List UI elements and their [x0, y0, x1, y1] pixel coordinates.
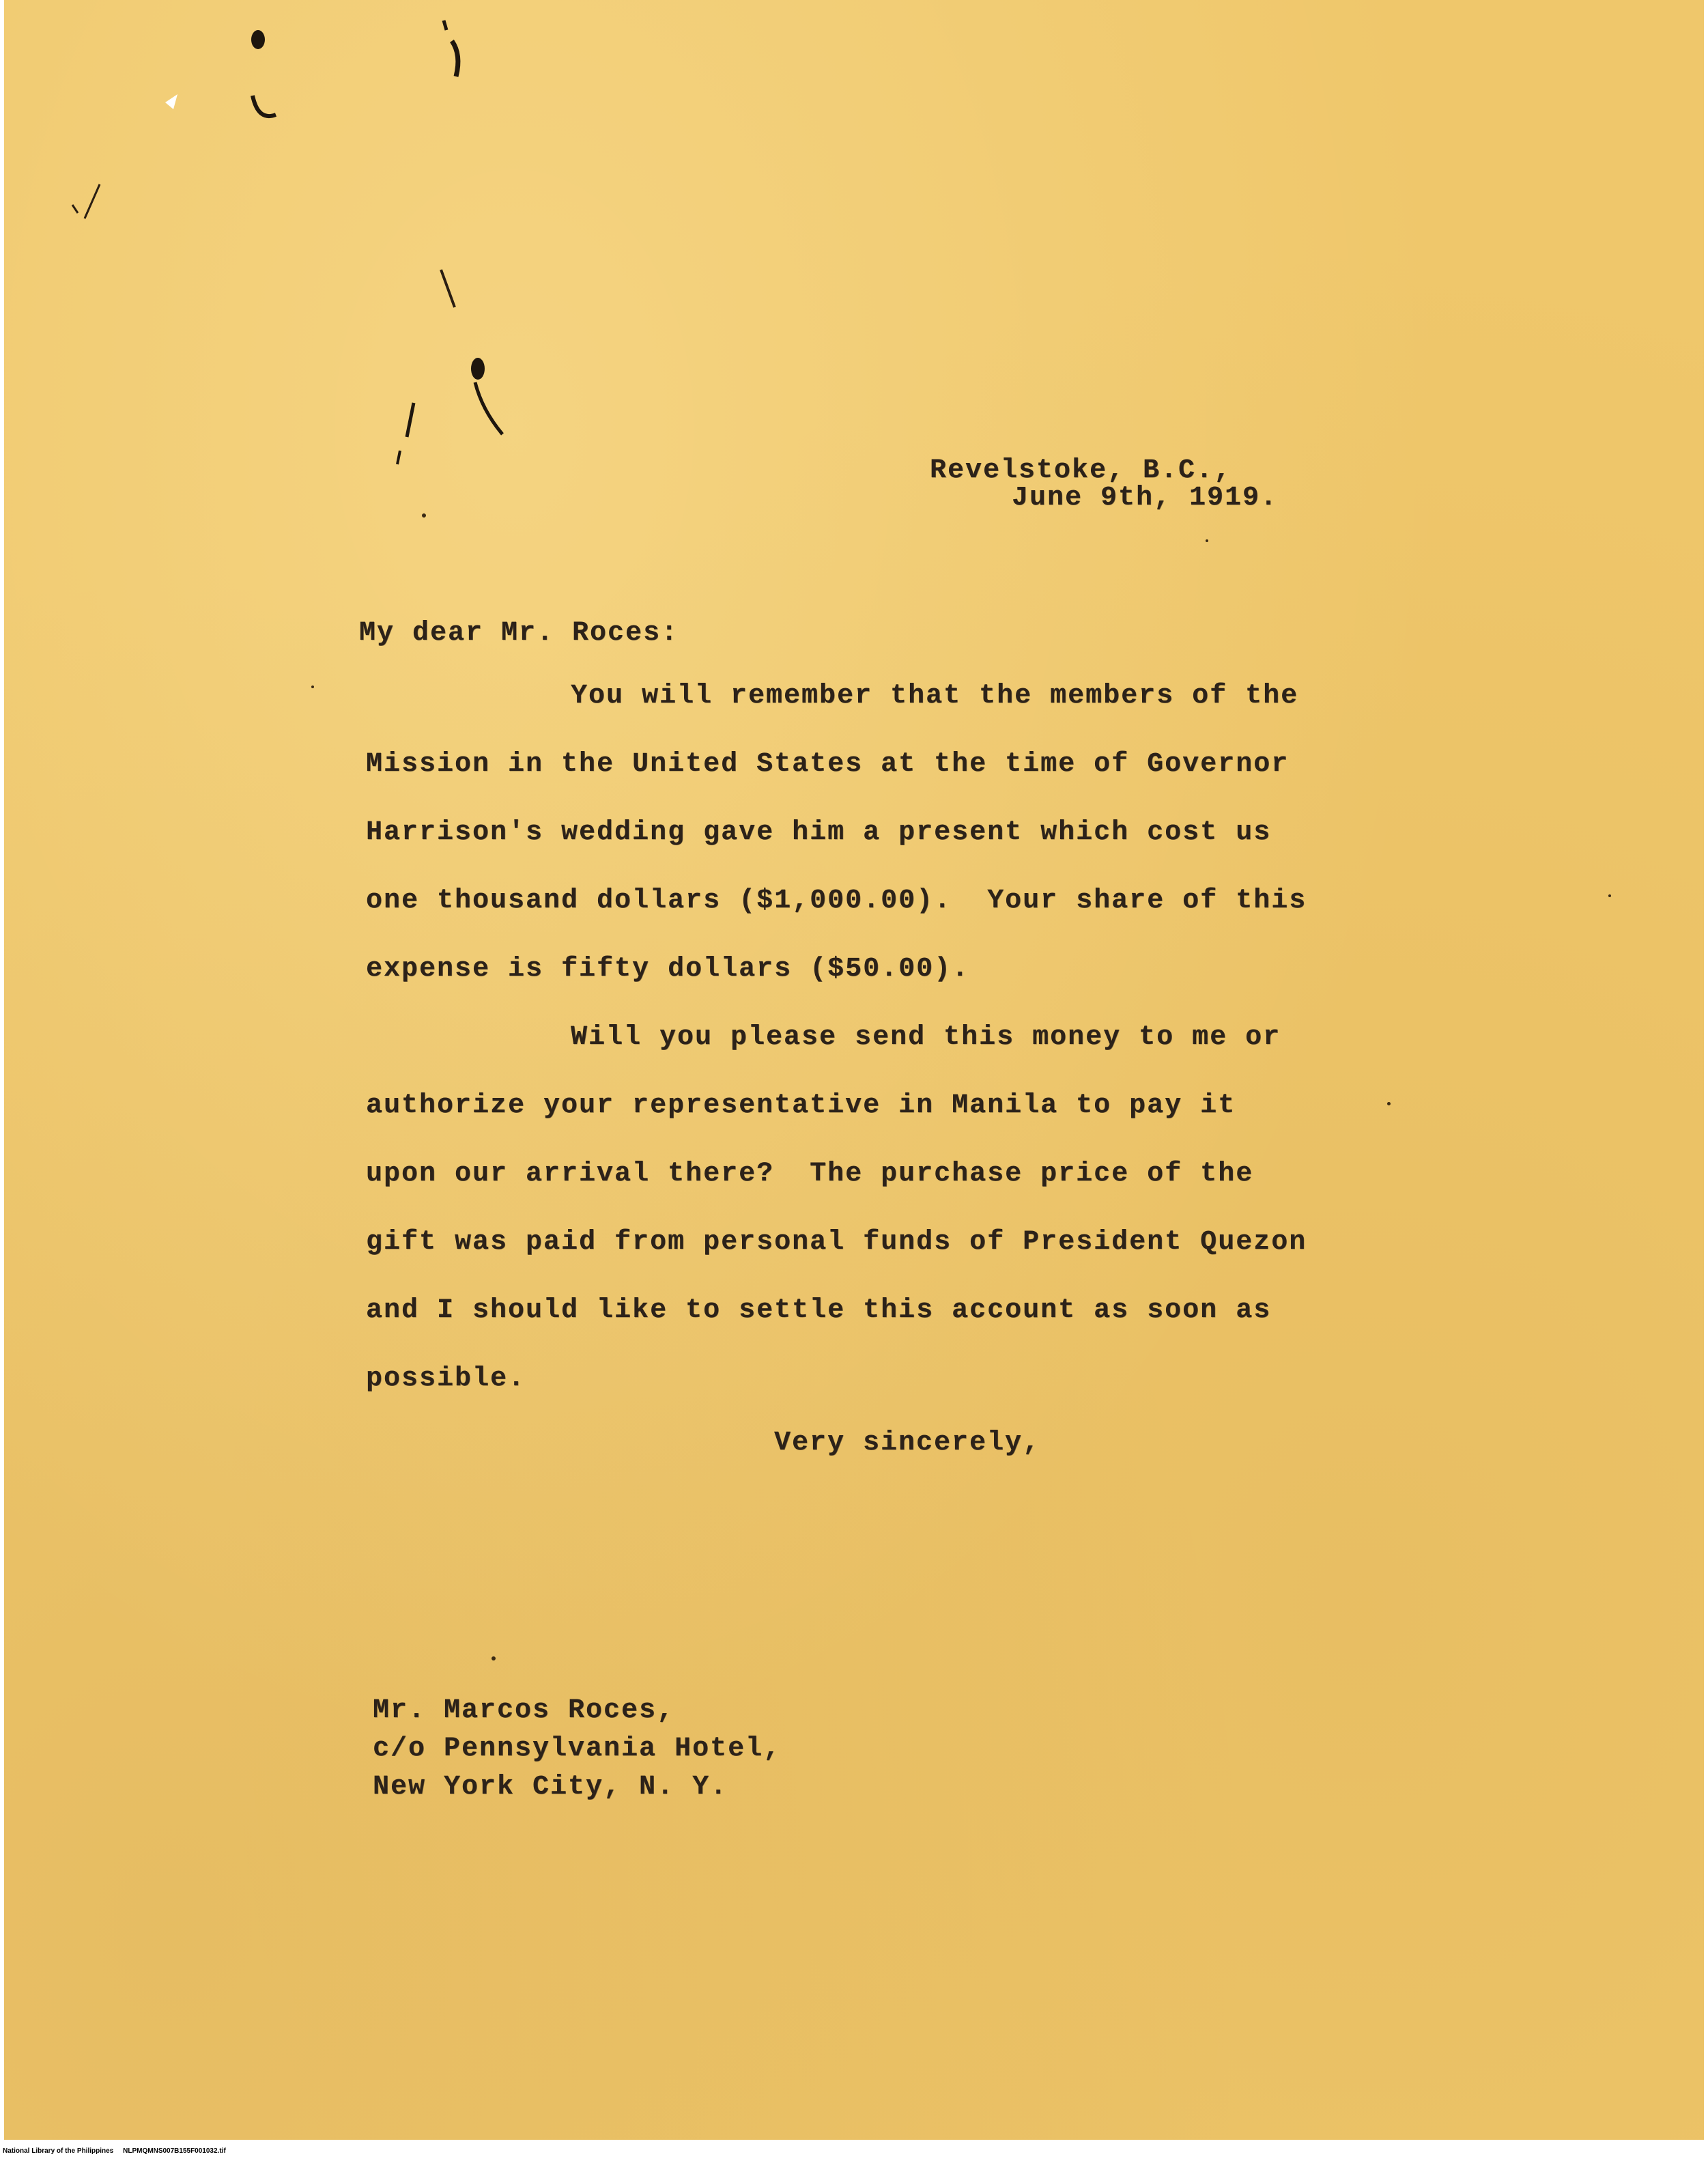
- address-line: c/o Pennsylvania Hotel,: [373, 1734, 782, 1764]
- archive-footer: [3, 2147, 226, 2155]
- footer-file-id: NLPMQMNS007B155F001032.tif: [123, 2147, 226, 2155]
- paper-speck: [1206, 539, 1208, 542]
- closing: Very sincerely,: [774, 1428, 1041, 1458]
- letter-date: June 9th, 1919.: [1012, 483, 1279, 513]
- paper-speck: [1608, 894, 1611, 897]
- body-line: and I should like to settle this account as soon as: [366, 1295, 1272, 1326]
- address-line: Mr. Marcos Roces,: [373, 1695, 675, 1726]
- letter-place: Revelstoke, B.C.,: [930, 455, 1232, 486]
- letter-page: [4, 0, 1704, 2140]
- salutation: My dear Mr. Roces:: [359, 618, 679, 649]
- body-line: Mission in the United States at the time of Governor: [366, 749, 1290, 780]
- paper-speck: [422, 513, 426, 518]
- body-line: possible.: [366, 1363, 526, 1394]
- ink-marks: [4, 0, 550, 478]
- body-line: Will you please send this money to me or: [571, 1022, 1281, 1053]
- body-line: authorize your representative in Manila to pay it: [366, 1090, 1236, 1121]
- paper-speck: [492, 1656, 496, 1660]
- body-line: one thousand dollars ($1,000.00). Your share of this: [366, 886, 1307, 916]
- body-line: Harrison's wedding gave him a present which cost us: [366, 817, 1272, 848]
- body-line: expense is fifty dollars ($50.00).: [366, 954, 970, 985]
- paper-speck: [311, 685, 314, 688]
- body-line: upon our arrival there? The purchase price of the: [366, 1159, 1254, 1189]
- footer-institution: National Library of the Philippines: [3, 2147, 114, 2155]
- body-line: You will remember that the members of the: [571, 681, 1299, 711]
- address-line: New York City, N. Y.: [373, 1772, 728, 1802]
- body-line: gift was paid from personal funds of President Quezon: [366, 1227, 1307, 1258]
- paper-speck: [1387, 1102, 1391, 1105]
